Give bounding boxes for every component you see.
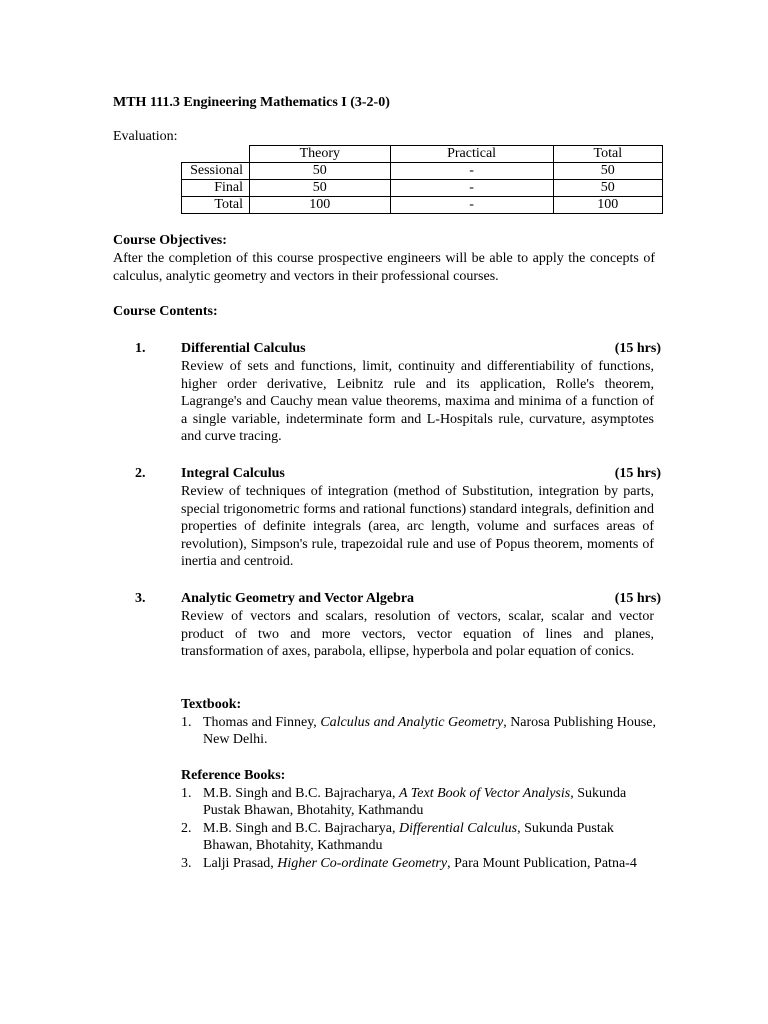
cell-final-practical: - [390,180,553,197]
item-number: 1. [181,714,192,730]
list-item [181,785,661,820]
cell-total-total: 100 [553,197,662,214]
table-row [182,163,663,180]
unit-title: Differential Calculus [181,341,306,356]
unit-description: Review of techniques of integration (method of Substitution, integration by parts, special trigonometric forms and rational functions) standard integrals, definition and properties of definite integrals (area, arc length, volume and surfaces areas of revolution), Simpson's rule, trapezoidal rule and use of Popus theorem, moments of inertia and centroid. [181,484,654,569]
reference-books-heading: Reference Books: [181,768,286,783]
list-item [181,855,661,873]
table-row [182,180,663,197]
unit-description: Review of vectors and scalars, resolution of vectors, scalar, scalar and vector product of two and more vectors, vector equation of lines and planes, transformation of axes, parabola, ellipse, hyperbola and polar equation of conics. [181,609,654,659]
book-title: Differential Calculus [398,820,518,836]
objectives-text: After the completion of this course prospective engineers will be able to apply the concepts of calculus, analytic geometry and vectors in their professional courses. [113,251,655,284]
unit-hours: (15 hrs) [614,591,661,606]
book-publisher: , Sukunda Pustak Bhawan, Bhotahity, Kathmandu [203,820,614,853]
unit-hours: (15 hrs) [614,341,661,356]
cell-total-practical: - [390,197,553,214]
row-label-total: Total [182,197,250,214]
unit-number: 3. [135,591,146,606]
row-label-final: Final [182,180,250,197]
book-author: Lalji Prasad, [203,855,278,871]
item-number: 2. [181,820,192,836]
textbook-heading: Textbook: [181,697,242,712]
row-label-sessional: Sessional [182,163,250,180]
item-number: 1. [181,785,192,801]
reference-books-section [181,767,661,872]
book-author: M.B. Singh and B.C. Bajracharya, [203,785,399,801]
cell-sessional-theory: 50 [250,163,391,180]
list-item [181,714,661,749]
evaluation-label: Evaluation: [113,129,178,144]
book-publisher: , Sukunda Pustak Bhawan, Bhotahity, Kathmandu [203,785,627,818]
book-author: M.B. Singh and B.C. Bajracharya, [203,820,399,836]
cell-total-theory: 100 [250,197,391,214]
table-row [182,197,663,214]
contents-heading: Course Contents: [113,304,218,319]
textbook-section [181,696,661,749]
column-header-theory: Theory [250,146,391,163]
cell-final-total: 50 [553,180,662,197]
list-item [181,820,661,855]
book-author: Thomas and Finney, [203,714,321,730]
cell-sessional-total: 50 [553,163,662,180]
book-publisher: , Para Mount Publication, Patna-4 [447,855,637,871]
cell-final-theory: 50 [250,180,391,197]
course-title: MTH 111.3 Engineering Mathematics I (3-2-0) [113,95,390,110]
textbook-list [181,714,661,749]
objectives-heading: Course Objectives: [113,233,227,248]
unit-hours: (15 hrs) [614,466,661,481]
unit-title: Analytic Geometry and Vector Algebra [181,591,415,606]
reference-books-list [181,785,661,873]
evaluation-table [181,145,663,214]
column-header-practical: Practical [390,146,553,163]
unit-title: Integral Calculus [181,466,285,481]
evaluation-header-row [182,146,663,163]
book-title: A Text Book of Vector Analysis [398,785,571,801]
evaluation-corner-cell [182,146,250,163]
book-title: Calculus and Analytic Geometry [320,714,504,730]
book-title: Higher Co-ordinate Geometry [277,855,448,871]
cell-sessional-practical: - [390,163,553,180]
unit-description: Review of sets and functions, limit, continuity and differentiability of functions, higher order derivative, Leibnitz rule and its application, Rolle's theorem, Lagrange's and Cauchy mean value theorems, maxima and minima of a function of a single variable, indeterminate form and L-Hospitals rule, curvature, asymptotes and curve tracing. [181,359,654,444]
unit-number: 1. [135,341,146,356]
column-header-total: Total [553,146,662,163]
unit-number: 2. [135,466,146,481]
book-publisher: , Narosa Publishing House, New Delhi. [203,714,657,747]
item-number: 3. [181,855,192,871]
